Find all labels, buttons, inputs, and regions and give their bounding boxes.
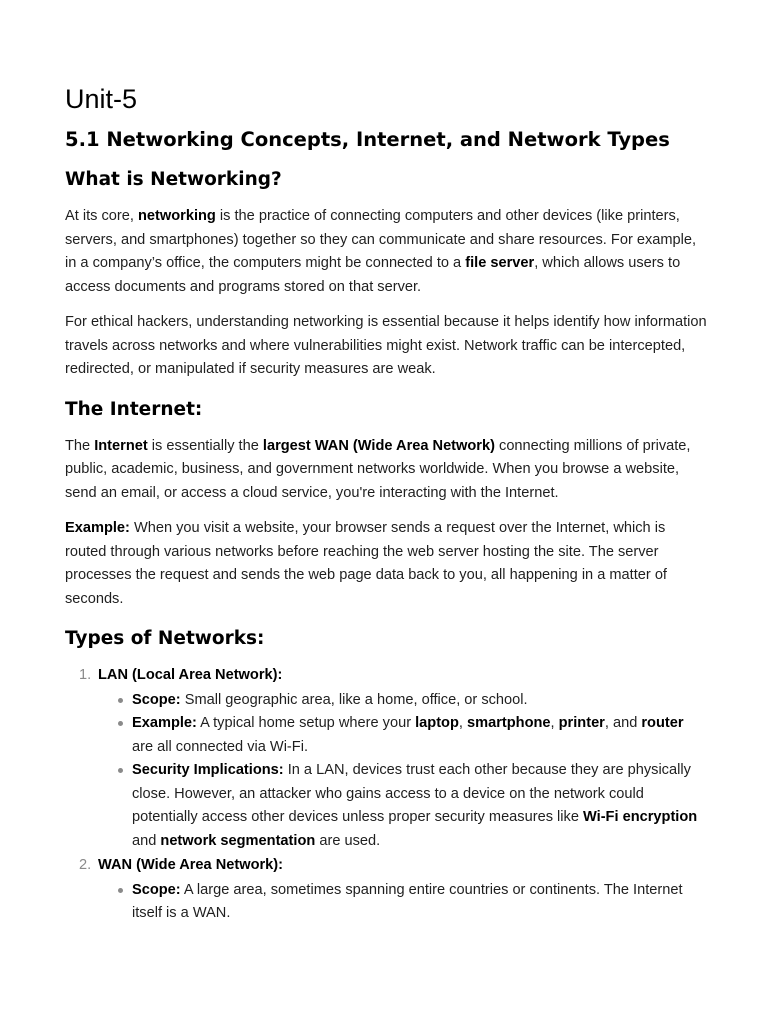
bold-term: Example: [65, 520, 130, 536]
list-item-wan [65, 854, 708, 926]
text-run: , and [604, 715, 642, 731]
text-run: The [65, 437, 95, 454]
bold-term: Wi-Fi encryption [583, 809, 698, 825]
networking-heading: What is Networking? [65, 169, 282, 190]
list-item [98, 759, 708, 853]
list-number: 1. [79, 667, 92, 683]
wan-details [98, 879, 708, 926]
types-heading: Types of Networks: [65, 628, 265, 649]
list-number: 2. [79, 857, 92, 873]
bold-term: smartphone [467, 715, 551, 731]
bold-term: laptop [415, 715, 459, 731]
bold-term: Scope: [132, 881, 181, 898]
bullet-icon [118, 768, 123, 773]
text-run: A large area, sometimes spanning entire countries or continents. The Internet itself is a WAN. [132, 881, 683, 921]
text-run: At its core, [65, 208, 138, 224]
bold-term: Example: [132, 715, 197, 731]
list-item-lan [65, 664, 708, 853]
text-run: A typical home setup where your [196, 715, 416, 731]
text-run: and [132, 832, 161, 849]
bold-term: networking [138, 208, 216, 224]
section-title: 5.1 Networking Concepts, Internet, and Network Types [65, 128, 670, 151]
bullet-icon [118, 721, 123, 726]
list-item-title: LAN (Local Area Network): [98, 667, 283, 683]
text-run: , [458, 715, 467, 731]
internet-example-paragraph [65, 517, 708, 611]
text-run: Small geographic area, like a home, office, or school. [180, 691, 528, 708]
text-run: , [550, 715, 559, 731]
text-run: When you visit a website, your browser sends a request over the Internet, which is routed through various networks before reaching the web server hosting the site. The server processes the request and sends the web page data back to you, all happening in a matter of seconds. [65, 520, 667, 607]
networking-paragraph-1 [65, 205, 708, 299]
list-item [98, 879, 708, 926]
text-run: In a LAN, devices trust each other because they are physically close. However, an attacker who gains access to a device on the network could potentially access other devices unless proper security measures like [132, 762, 691, 825]
text-run: are all connected via Wi-Fi. [132, 738, 309, 755]
unit-title: Unit-5 [65, 84, 138, 114]
bold-term: Internet [94, 437, 148, 454]
list-item [98, 712, 708, 759]
list-item-title: WAN (Wide Area Network): [98, 857, 284, 873]
bold-term: file server [465, 255, 535, 271]
text-run: are used. [315, 832, 381, 849]
bold-term: Security Implications: [132, 762, 284, 778]
text-run: connecting millions of private, public, academic, business, and government networks worldwide. When you browse a website, send an email, or access a cloud service, you're interacting with the Internet. [65, 437, 691, 501]
network-types-list [65, 664, 708, 926]
bold-term: network segmentation [160, 832, 316, 849]
list-item [98, 689, 708, 713]
networking-paragraph-2: For ethical hackers, understanding networking is essential because it helps identify how information travels across networks and where vulnerabilities might exist. Network traffic can be intercepted, redirected, or manipulated if security measures are weak. [65, 314, 707, 377]
internet-heading: The Internet: [65, 398, 203, 420]
bold-term: printer [558, 715, 605, 731]
lan-details [98, 689, 708, 854]
text-run: , which allows users to access documents and programs stored on that server. [65, 255, 681, 295]
internet-paragraph-1 [65, 435, 708, 506]
bullet-icon [118, 698, 123, 703]
text-run: is the practice of connecting computers and other devices (like printers, servers, and smartphones) together so they can communicate and share resources. For example, in a company’s office, the computers might be connected to a [65, 208, 697, 271]
bullet-icon [118, 888, 123, 893]
bold-term: Scope: [132, 691, 181, 708]
bold-term: largest WAN (Wide Area Network) [262, 437, 495, 454]
text-run: is essentially the [147, 437, 263, 454]
bold-term: router [641, 715, 684, 731]
